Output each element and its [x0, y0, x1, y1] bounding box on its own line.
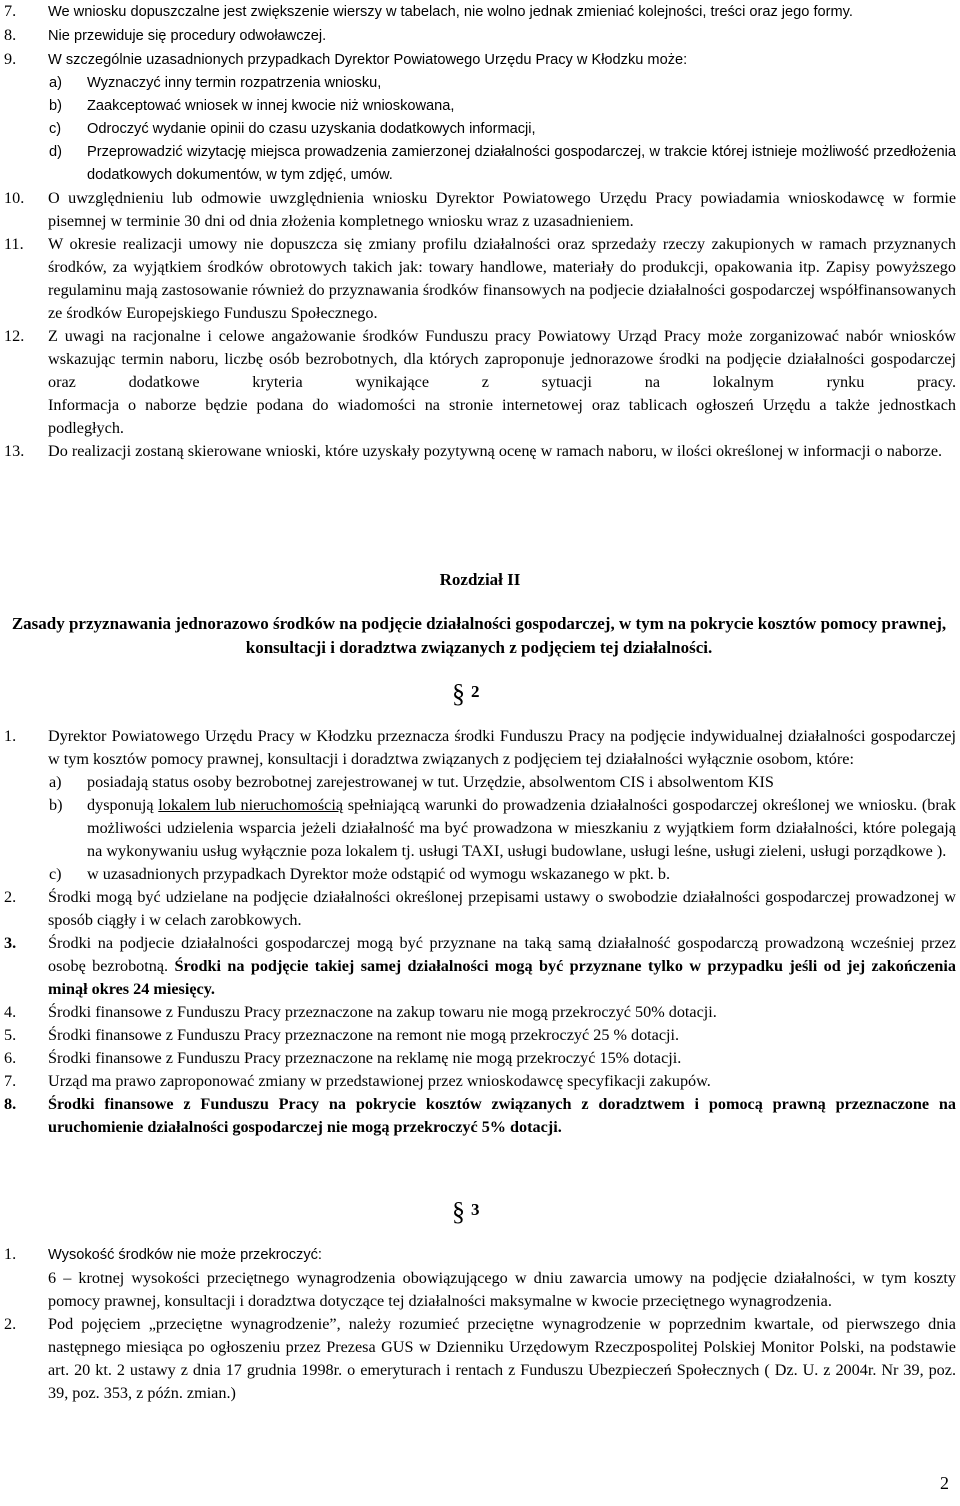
list-item: 4. Środki finansowe z Funduszu Pracy przeznaczone na zakup towaru nie mogą przekroczyć 50% dotacji.: [4, 1003, 717, 1021]
list-item: 2. Środki mogą być udzielane na podjęcie działalności określonej przepisami ustawy o swobodzie działalności gospodarczej prowadzonej w sposób ciągły i w celach zarobkowych.: [4, 888, 956, 929]
sub-item: b) Zaakceptować wniosek w innej kwocie niż wnioskowana,: [49, 98, 455, 114]
page-number: 2: [940, 1473, 949, 1493]
list-item: 5. Środki finansowe z Funduszu Pracy przeznaczone na remont nie mogą przekroczyć 25 % dotacji.: [4, 1026, 680, 1044]
list-item: 1. Dyrektor Powiatowego Urzędu Pracy w Kłodzku przeznacza środki Funduszu Pracy na podjęcie indywidualnej działalności gospodarczej w tym kosztów pomocy prawnej, konsultacji i doradztwa związanych z podjęciem tej działalności wyłącznie osobom, które:: [4, 727, 956, 768]
sub-item: a) posiadają status osoby bezrobotnej zarejestrowanej w tut. Urzędzie, absolwentom CIS i absolwentom KIS: [49, 773, 774, 791]
list-item: 6. Środki finansowe z Funduszu Pracy przeznaczone na reklamę nie mogą przekroczyć 15% dotacji.: [4, 1049, 682, 1067]
section-3-list: [0, 1243, 960, 1405]
list-item: 8. Środki finansowe z Funduszu Pracy na pokrycie kosztów związanych z doradztwem i pomocą prawną przeznaczone na uruchomienie działalności gospodarczej nie mogą przekroczyć 5% dotacji.: [4, 1095, 956, 1136]
list-item: 1. Wysokość środków nie może przekroczyć:: [4, 1245, 322, 1263]
list-item: 8. Nie przewiduje się procedury odwoławczej.: [4, 26, 327, 44]
sub-item: a) Wyznaczyć inny termin rozpatrzenia wniosku,: [49, 75, 382, 91]
sub-item: c) Odroczyć wydanie opinii do czasu uzyskania dodatkowych informacji,: [49, 121, 536, 137]
paragraph: 6 – krotnej wysokości przeciętnego wynagrodzenia obowiązującego w dniu zawarcia umowy na podjęcie działalności, w tym koszty pomocy prawnej, konsultacji i doradztwa dotyczące tej działalności maksymalne w kwocie przeciętnego wynagrodzenia.: [48, 1269, 956, 1310]
list-item: 11. W okresie realizacji umowy nie dopuszcza się zmiany profilu działalności oraz sprzedaży rzeczy zakupionych w ramach przyznanych środków, za wyjątkiem środków obrotowych takich jak: towary handlowe, materiały do produkcji, opakowania itp. Zapisy powyższego regulaminu mają zastosowanie również do przyznawania środków finansowych na podjecie działalności gospodarczej współfinansowanych ze środków Europejskiego Funduszu Społecznego.: [4, 235, 956, 322]
list-item: 10. O uwzględnieniu lub odmowie uwzględnienia wniosku Dyrektor Powiatowego Urzędu Pracy powiadamia wnioskodawcę w formie pisemnej w terminie 30 dni od dnia złożenia kompletnego wniosku wraz z uzasadnieniem.: [4, 189, 956, 230]
list-item: 12. Z uwagi na racjonalne i celowe angażowanie środków Funduszu pracy Powiatowy Urząd Pracy może zorganizować nabór wniosków wskazując termin naboru, liczbę osób bezrobotnych, dla których zaproponuje jednorazowe środki na podjęcie działalności gospodarczej oraz dodatkowe kryteria wynikające z sytuacji na lokalnym rynku pracy. Informacja o naborze będzie podana do wiadomości na stronie internetowej oraz tablicach ogłoszeń Urzędu a także jednostkach podległych.: [4, 327, 956, 437]
top-list: [0, 0, 960, 463]
chapter-subtitle: Zasady przyznawania jednorazowo środków na podjęcie działalności gospodarczej, w tym na pokrycie kosztów pomocy prawnej, konsultacji i doradztwa związanych z podjęciem tej działalności.: [11, 614, 947, 657]
section-heading-2: § 2: [452, 679, 480, 708]
list-item: 13. Do realizacji zostaną skierowane wnioski, które uzyskały pozytywną ocenę w ramach naboru, w ilości określonej w informacji o naborze.: [4, 442, 943, 460]
sub-item: d) Przeprowadzić wizytację miejsca prowadzenia zamierzonej działalności gospodarczej, w trakcie której istnieje możliwość przedłożenia dodatkowych dokumentów, w tym zdjęć, umów.: [49, 144, 956, 183]
sub-item: c) w uzasadnionych przypadkach Dyrektor może odstąpić od wymogu wskazanego w pkt. b.: [49, 865, 671, 883]
list-item: 3. Środki na podjecie działalności gospodarczej mogą być przyznane na taką samą działalność gospodarczą prowadzoną wcześniej przez osobę bezrobotną. Środki na podjęcie takiej samej działalności mogą być przyznane tylko w przypadku jeśli od jej zakończenia minął okres 24 miesięcy.: [4, 934, 957, 998]
list-item: 9. W szczególnie uzasadnionych przypadkach Dyrektor Powiatowego Urzędu Pracy w Kłodzku może:: [4, 50, 688, 68]
sub-item: b) dysponują lokalem lub nieruchomością spełniającą warunki do prowadzenia działalności gospodarczej określonej we wniosku. (brak możliwości udzielenia wsparcia jeżeli działalność ma być prowadzona w mieszkaniu z wyjątkiem form działalności, które polegają na wykonywaniu usług wyłącznie poza lokalem tj. usługi TAXI, usługi budowlane, usługi leśne, usługi zieleni, usługi porządkowe ).: [49, 796, 957, 860]
section-heading-3: § 3: [452, 1197, 480, 1226]
list-item: 2. Pod pojęciem „przeciętne wynagrodzenie”, należy rozumieć przeciętne wynagrodzenie w poprzednim kwartale, od pierwszego dnia następnego miesiąca po ogłoszeniu przez Prezesa GUS w Dzienniku Urzędowym Rzeczpospolitej Polskiej Monitor Polski, na podstawie art. 20 kt. 2 ustawy z dnia 17 grudnia 1998r. o emeryturach i rentach z Funduszu Ubezpieczeń Społecznych ( Dz. U. z 2004r. Nr 39, poz. 39, poz. 353, z późn. zmian.): [4, 1315, 956, 1402]
section-2-list: [0, 725, 960, 1139]
list-item: 7. Urząd ma prawo zaproponować zmiany w przedstawionej przez wnioskodawcę specyfikacji zakupów.: [4, 1072, 711, 1090]
chapter-title: Rozdział II: [439, 570, 521, 589]
list-item: 7. We wniosku dopuszczalne jest zwiększenie wierszy w tabelach, nie wolno jednak zmieniać kolejności, treści oraz jego formy.: [4, 2, 853, 20]
